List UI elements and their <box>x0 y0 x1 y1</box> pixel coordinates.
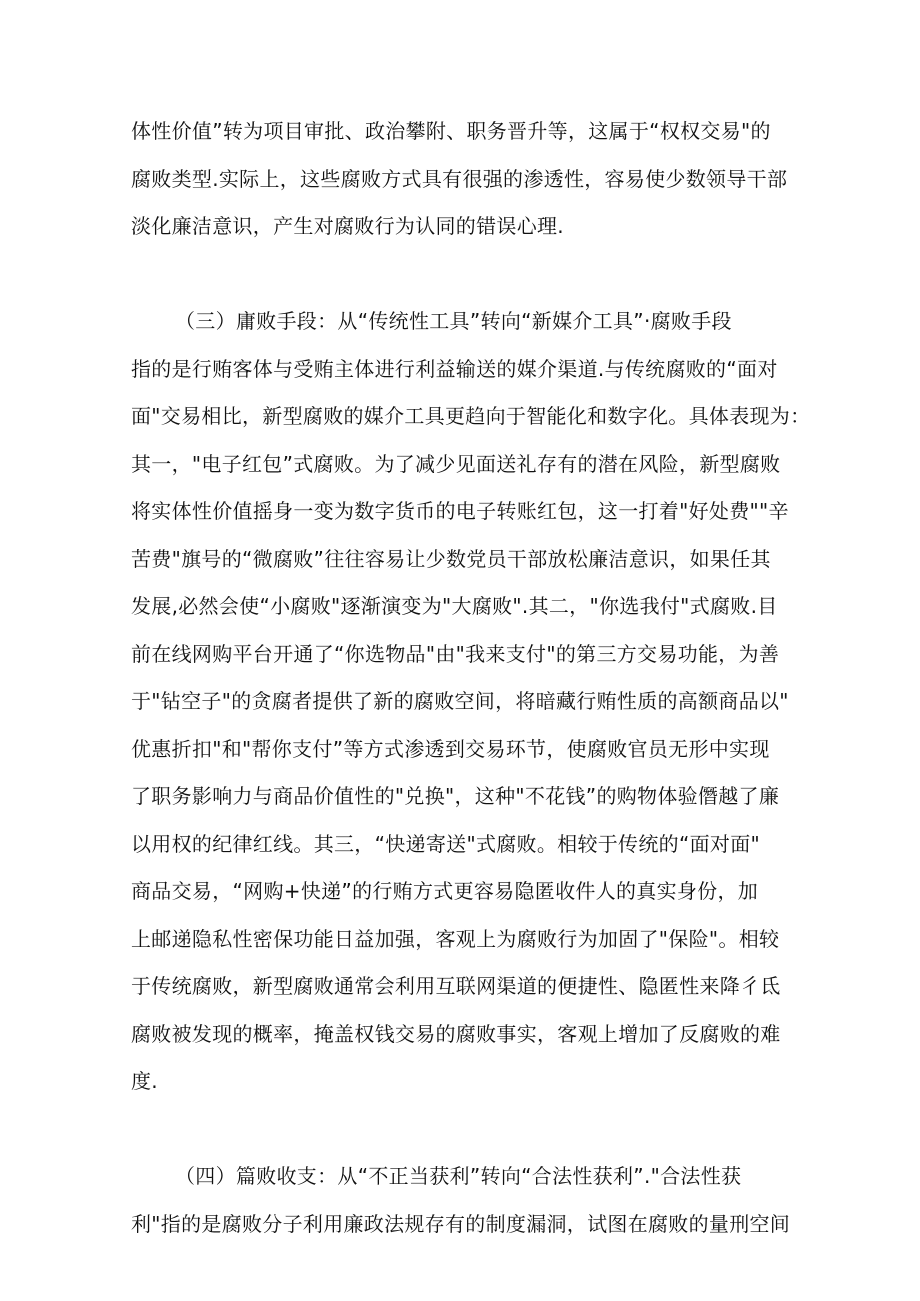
text-line: 其一，"电子红包”式腐败。为了减少见面送礼存有的潜在风险，新型腐败 <box>131 451 781 476</box>
text-line: 度. <box>131 1069 158 1093</box>
text-line: 将实体性价值摇身一变为数字货币的电子转账红包，这一打着"好处费""辛 <box>131 499 789 523</box>
text-line: 于传统腐败，新型腐败通常会利用互联网渠道的便捷性、隐匿性来降彳氐 <box>131 974 781 998</box>
paragraph-spacer <box>131 251 771 299</box>
text-line: 商品交易，“网购+快递”的行贿方式更容易隐匿收件人的真实身份，加 <box>131 879 759 903</box>
text-line: 腐败类型.实际上，这些腐败方式具有很强的渗透性，容易使少数领导干部 <box>131 166 788 191</box>
text-line: 指的是行贿客体与受贿主体进行利益输送的媒介渠道.与传统腐败的“面对 <box>131 356 778 381</box>
text-line: 优惠折扣"和"帮你支付”等方式渗透到交易环节，使腐败官员无形中实现 <box>131 736 770 761</box>
text-line: 以用权的纪律红线。其三，“快递寄送"式腐败。相较于传统的“面对面" <box>131 831 761 856</box>
paragraph-heading-4: （四）篇败收支：从“不正当获利”转向“合法性获利”."合法性获 <box>175 1164 742 1188</box>
text-line: 面"交易相比，新型腐败的媒介工具更趋向于智能化和数字化。具体表现为： <box>131 404 811 428</box>
text-line: 苦费"旗号的“微腐败”往往容易让少数党员干部放松廉洁意识，如果任其 <box>131 546 771 571</box>
paragraph-spacer <box>131 1106 771 1154</box>
text-line: 上邮递隐私性密保功能日益加强，客观上为腐败行为加固了"保险"。相较 <box>131 926 780 951</box>
text-line: 了职务影响力与商品价值性的"兑换"，这种"不花钱”的购物体验僭越了廉 <box>131 784 780 808</box>
text-line: 于"钻空子"的贪腐者提供了新的腐败空间，将暗藏行贿性质的高额商品以" <box>131 689 789 713</box>
text-line: 发展,必然会使“小腐败"逐渐演变为"大腐败".其二，"你选我付"式腐败.目 <box>131 594 778 618</box>
paragraph-heading-3: （三）庸败手段：从“传统性工具”转向“新媒介工具”·腐败手段 <box>175 309 732 333</box>
text-line: 体性价值”转为项目审批、政治攀附、职务晋升等，这属于“权权交易"的 <box>131 119 771 143</box>
text-line: 前在线网购平台开通了“你选物品"由"我来支付"的第三方交易功能，为善 <box>131 641 780 666</box>
text-line: 淡化廉洁意识，产生对腐败行为认同的错误心理. <box>131 214 564 238</box>
text-line: 腐败被发现的概率，掩盖权钱交易的腐败事实，客观上增加了反腐败的难 <box>131 1021 781 1046</box>
text-line: 利"指的是腐败分子利用廉政法规存有的制度漏洞，试图在腐败的量刑空间 <box>131 1211 791 1236</box>
body-text <box>131 108 811 1248</box>
